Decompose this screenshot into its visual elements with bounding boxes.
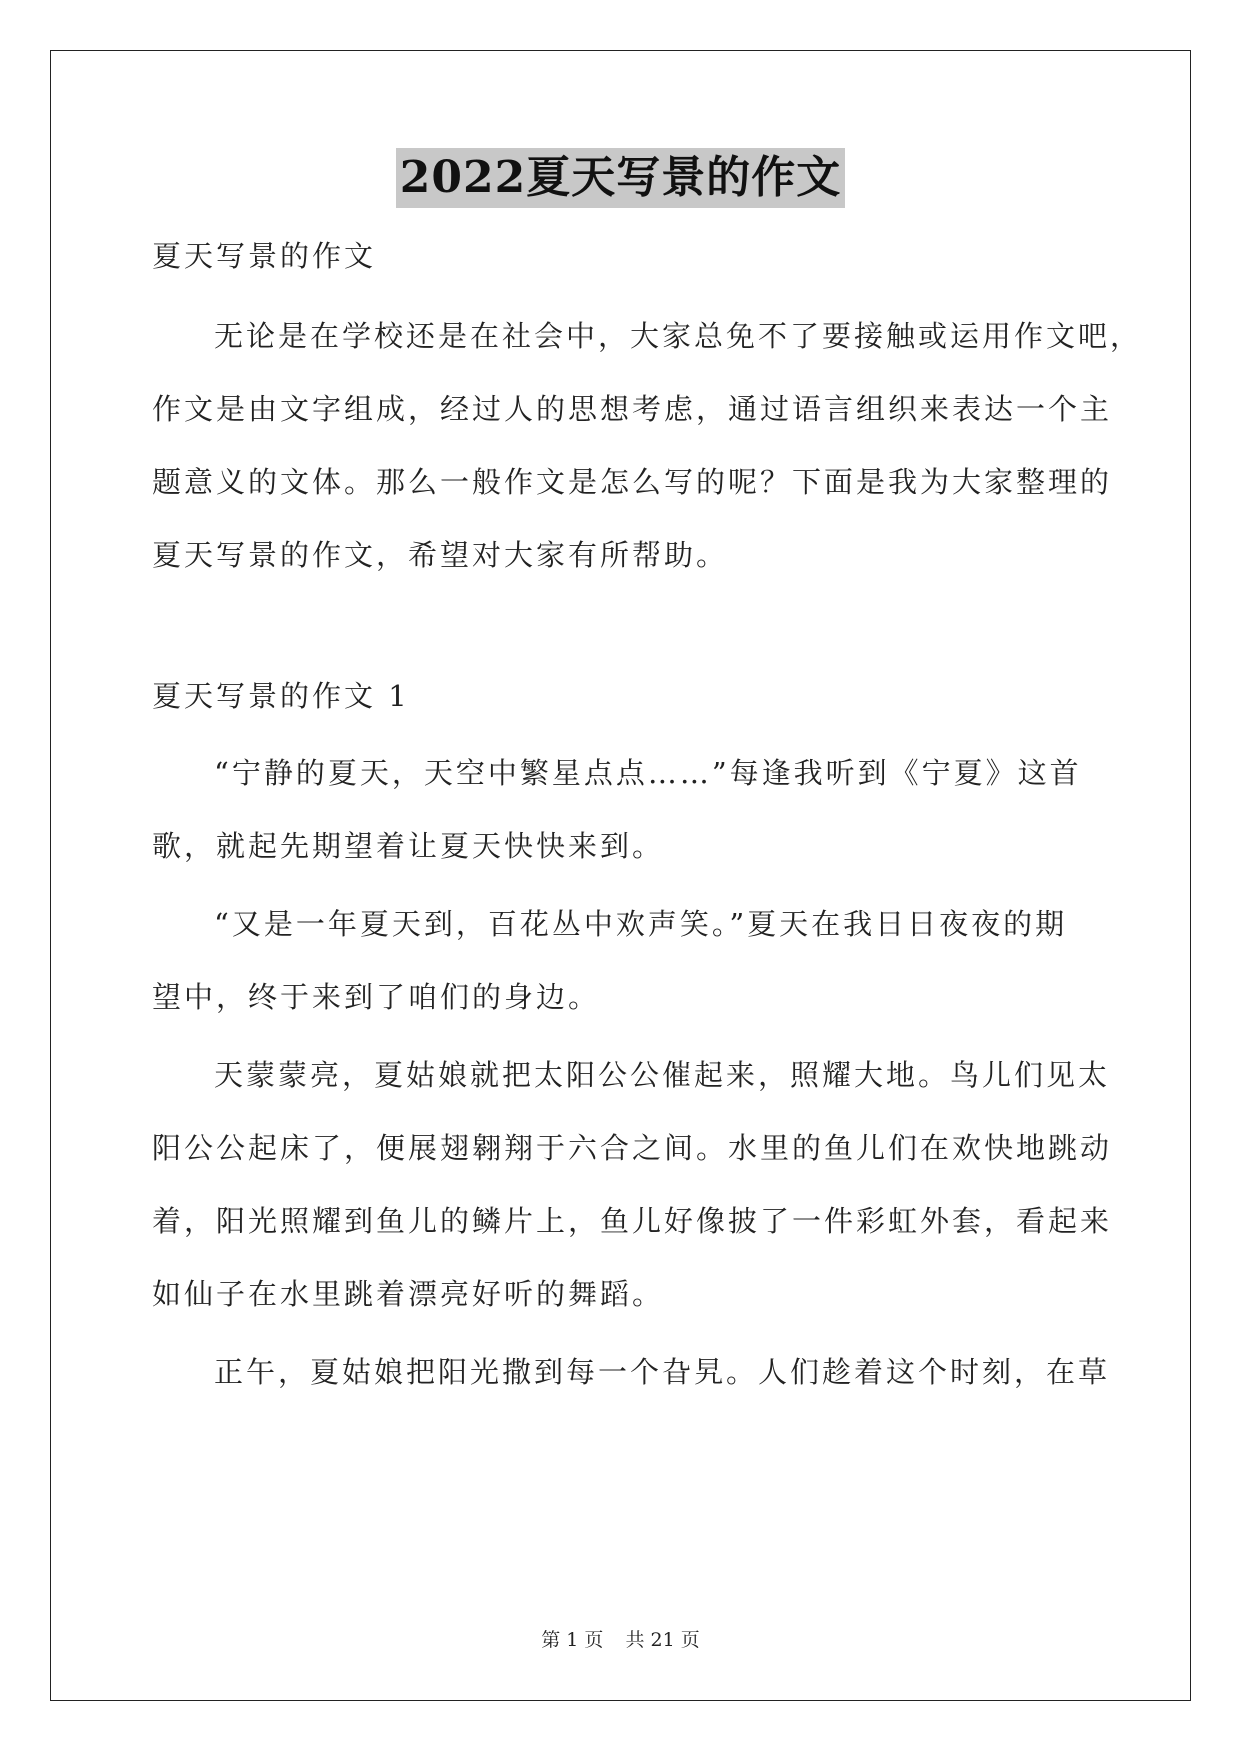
paragraph-line: 望中，终于来到了咱们的身边。	[152, 980, 601, 1014]
paragraph-line: 如仙子在水里跳着漂亮好听的舞蹈。	[152, 1277, 665, 1311]
page-total: 共 21 页	[625, 1629, 700, 1651]
paragraph-line: 天蒙蒙亮，夏姑娘就把太阳公公催起来，照耀大地。鸟儿们见太	[214, 1058, 1111, 1092]
page-footer	[0, 1625, 1241, 1652]
document-title: 2022夏天写景的作文	[396, 148, 845, 208]
paragraph-line: 阳公公起床了，便展翅翱翔于六合之间。水里的鱼儿们在欢快地跳动	[152, 1131, 1113, 1165]
paragraph-line: “宁静的夏天，天空中繁星点点……”每逢我听到《宁夏》这首	[214, 756, 1082, 790]
section-heading: 夏天写景的作文	[152, 239, 377, 273]
paragraph-line: 正午，夏姑娘把阳光撒到每一个旮旯。人们趁着这个时刻，在草	[214, 1355, 1111, 1389]
paragraph-line: 夏天写景的作文，希望对大家有所帮助。	[152, 538, 729, 572]
section-heading: 夏天写景的作文 1	[152, 679, 410, 713]
page-border	[50, 50, 1191, 1701]
paragraph-line: 无论是在学校还是在社会中，大家总免不了要接触或运用作文吧，	[214, 319, 1143, 353]
paragraph-line: 着，阳光照耀到鱼儿的鳞片上，鱼儿好像披了一件彩虹外套，看起来	[152, 1204, 1113, 1238]
paragraph-line: 歌，就起先期望着让夏天快快来到。	[152, 829, 665, 863]
page-number: 第 1 页	[541, 1629, 604, 1651]
paragraph-line: “又是一年夏天到，百花丛中欢声笑。”夏天在我日日夜夜的期	[214, 907, 1068, 941]
paragraph-line: 题意义的文体。那么一般作文是怎么写的呢？下面是我为大家整理的	[152, 465, 1113, 499]
title-container	[0, 148, 1241, 208]
paragraph-line: 作文是由文字组成，经过人的思想考虑，通过语言组织来表达一个主	[152, 392, 1113, 426]
